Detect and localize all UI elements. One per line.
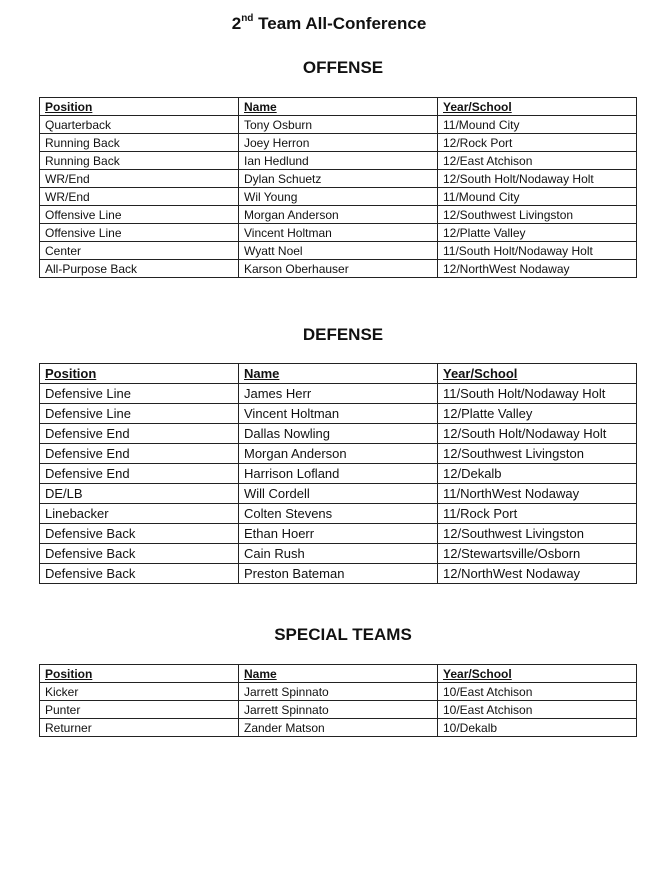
column-header-position: Position — [40, 665, 239, 683]
cell-position: Running Back — [40, 134, 239, 152]
cell-year-school: 12/Dekalb — [438, 464, 637, 484]
cell-year-school: 11/Mound City — [438, 116, 637, 134]
document-title — [0, 13, 658, 35]
cell-name: James Herr — [239, 384, 438, 404]
cell-name: Jarrett Spinnato — [239, 701, 438, 719]
table-row — [40, 524, 637, 544]
cell-position: Quarterback — [40, 116, 239, 134]
column-header-name: Name — [239, 98, 438, 116]
cell-year-school: 12/Stewartsville/Osborn — [438, 544, 637, 564]
cell-year-school: 10/East Atchison — [438, 683, 637, 701]
table-row — [40, 224, 637, 242]
table-row — [40, 384, 637, 404]
cell-name: Ian Hedlund — [239, 152, 438, 170]
cell-name: Ethan Hoerr — [239, 524, 438, 544]
cell-position: Center — [40, 242, 239, 260]
offense-table — [39, 97, 637, 278]
cell-position: Defensive Line — [40, 384, 239, 404]
cell-year-school: 11/Rock Port — [438, 504, 637, 524]
table-row — [40, 464, 637, 484]
table-row — [40, 170, 637, 188]
cell-name: Vincent Holtman — [239, 404, 438, 424]
table-row — [40, 242, 637, 260]
cell-year-school: 12/Southwest Livingston — [438, 206, 637, 224]
table-row — [40, 404, 637, 424]
table-row — [40, 484, 637, 504]
table-row — [40, 564, 637, 584]
cell-name: Dallas Nowling — [239, 424, 438, 444]
cell-year-school: 12/Rock Port — [438, 134, 637, 152]
column-header-year-school: Year/School — [438, 364, 637, 384]
table-row — [40, 683, 637, 701]
cell-position: WR/End — [40, 170, 239, 188]
cell-position: Defensive Back — [40, 564, 239, 584]
cell-position: Linebacker — [40, 504, 239, 524]
defense-heading: DEFENSE — [302, 325, 384, 344]
column-header-position: Position — [40, 98, 239, 116]
cell-position: Defensive End — [40, 444, 239, 464]
special-teams-heading: SPECIAL TEAMS — [274, 625, 412, 644]
cell-year-school: 12/South Holt/Nodaway Holt — [438, 424, 637, 444]
cell-year-school: 11/Mound City — [438, 188, 637, 206]
special-teams-table — [39, 664, 637, 737]
cell-name: Wil Young — [239, 188, 438, 206]
cell-position: Defensive Back — [40, 544, 239, 564]
cell-year-school: 12/East Atchison — [438, 152, 637, 170]
table-row — [40, 701, 637, 719]
cell-year-school: 10/Dekalb — [438, 719, 637, 737]
cell-name: Jarrett Spinnato — [239, 683, 438, 701]
cell-year-school: 11/NorthWest Nodaway — [438, 484, 637, 504]
cell-position: Running Back — [40, 152, 239, 170]
column-header-name: Name — [239, 665, 438, 683]
table-row — [40, 444, 637, 464]
cell-name: Joey Herron — [239, 134, 438, 152]
cell-name: Colten Stevens — [239, 504, 438, 524]
cell-year-school: 11/South Holt/Nodaway Holt — [438, 242, 637, 260]
table-row — [40, 260, 637, 278]
table-header-row — [40, 98, 637, 116]
column-header-position: Position — [40, 364, 239, 384]
cell-position: Returner — [40, 719, 239, 737]
cell-year-school: 11/South Holt/Nodaway Holt — [438, 384, 637, 404]
cell-name: Dylan Schuetz — [239, 170, 438, 188]
column-header-year-school: Year/School — [438, 665, 637, 683]
cell-name: Harrison Lofland — [239, 464, 438, 484]
table-row — [40, 544, 637, 564]
table-row — [40, 206, 637, 224]
column-header-name: Name — [239, 364, 438, 384]
cell-year-school: 12/NorthWest Nodaway — [438, 564, 637, 584]
cell-position: Defensive Back — [40, 524, 239, 544]
cell-name: Morgan Anderson — [239, 206, 438, 224]
cell-name: Will Cordell — [239, 484, 438, 504]
cell-year-school: 10/East Atchison — [438, 701, 637, 719]
cell-position: Offensive Line — [40, 224, 239, 242]
cell-year-school: 12/NorthWest Nodaway — [438, 260, 637, 278]
table-header-row — [40, 364, 637, 384]
defense-table — [39, 363, 637, 584]
cell-position: Offensive Line — [40, 206, 239, 224]
table-header-row — [40, 665, 637, 683]
table-row — [40, 152, 637, 170]
table-row — [40, 134, 637, 152]
cell-name: Vincent Holtman — [239, 224, 438, 242]
cell-position: Punter — [40, 701, 239, 719]
cell-name: Zander Matson — [239, 719, 438, 737]
title-text: Team All-Conference — [253, 14, 427, 33]
column-header-year-school: Year/School — [438, 98, 637, 116]
table-row — [40, 504, 637, 524]
cell-name: Karson Oberhauser — [239, 260, 438, 278]
table-row — [40, 719, 637, 737]
cell-name: Preston Bateman — [239, 564, 438, 584]
cell-name: Morgan Anderson — [239, 444, 438, 464]
cell-position: All-Purpose Back — [40, 260, 239, 278]
cell-year-school: 12/Southwest Livingston — [438, 444, 637, 464]
cell-position: Kicker — [40, 683, 239, 701]
cell-name: Cain Rush — [239, 544, 438, 564]
cell-position: Defensive End — [40, 464, 239, 484]
cell-year-school: 12/South Holt/Nodaway Holt — [438, 170, 637, 188]
table-row — [40, 116, 637, 134]
cell-year-school: 12/Southwest Livingston — [438, 524, 637, 544]
offense-heading: OFFENSE — [302, 58, 384, 77]
cell-name: Wyatt Noel — [239, 242, 438, 260]
cell-year-school: 12/Platte Valley — [438, 404, 637, 424]
cell-name: Tony Osburn — [239, 116, 438, 134]
cell-position: DE/LB — [40, 484, 239, 504]
table-row — [40, 188, 637, 206]
cell-position: Defensive End — [40, 424, 239, 444]
title-number: 2 — [231, 14, 242, 33]
cell-position: WR/End — [40, 188, 239, 206]
title-superscript: nd — [241, 13, 254, 25]
cell-year-school: 12/Platte Valley — [438, 224, 637, 242]
table-row — [40, 424, 637, 444]
cell-position: Defensive Line — [40, 404, 239, 424]
